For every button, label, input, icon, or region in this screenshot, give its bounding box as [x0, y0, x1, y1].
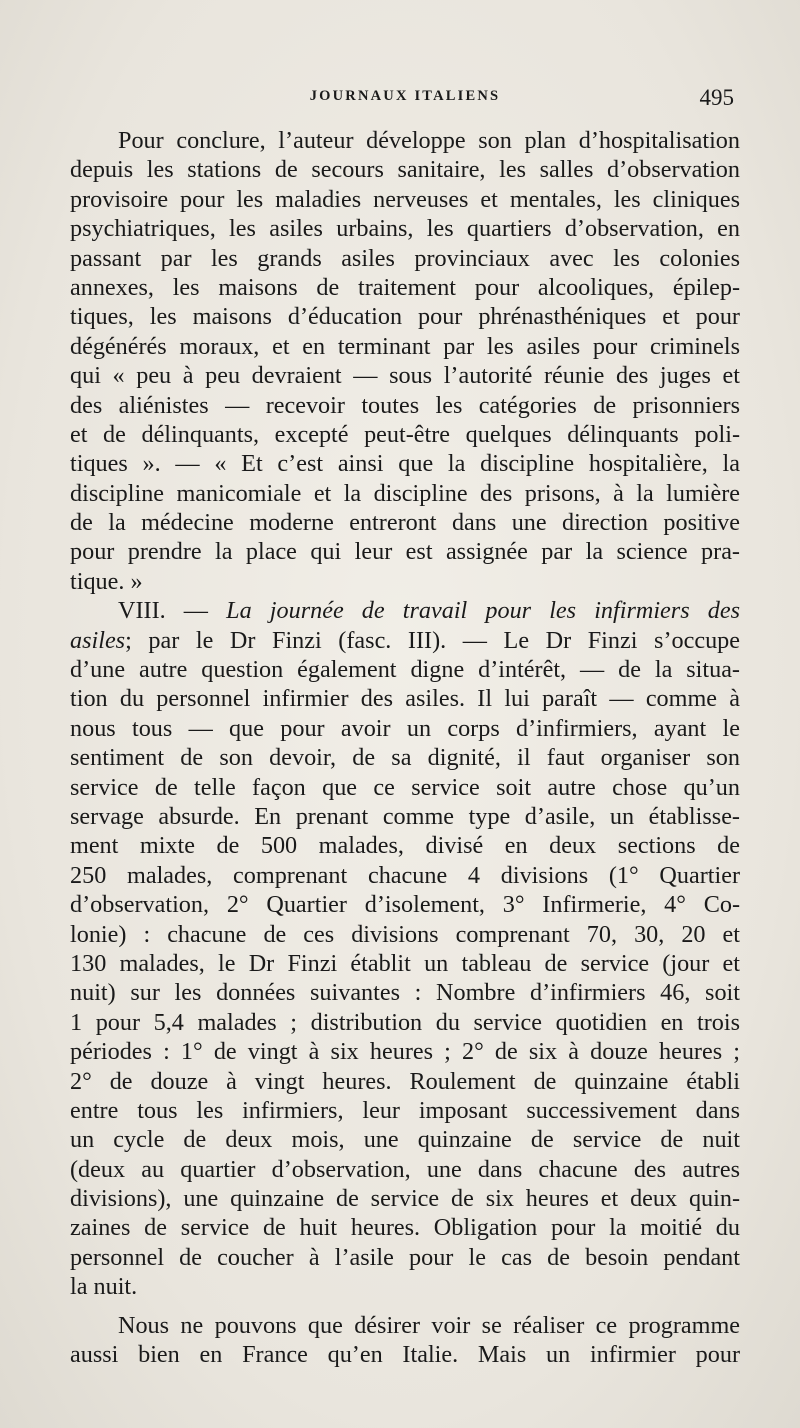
text-line: pour prendre la place qui leur est assignée par la science pra- [70, 538, 740, 566]
text-line: personnel de coucher à l’asile pour le cas de besoin pendant [70, 1243, 740, 1271]
section-viii [70, 596, 740, 1301]
text-line: aussi bien en France qu’en Italie. Mais un infirmier pour [70, 1341, 740, 1369]
running-title: JOURNAUX ITALIENS [309, 88, 501, 104]
text-line: (deux au quartier d’observation, une dans chacune des autres [70, 1155, 740, 1183]
text-line: sentiment de son devoir, de sa dignité, il faut organiser son [70, 744, 740, 772]
text-line: d’observation, 2° Quartier d’isolement, 3° Infirmerie, 4° Co- [70, 891, 740, 919]
text-line: un cycle de deux mois, une quinzaine de service de nuit [70, 1126, 740, 1154]
text-line: discipline manicomiale et la discipline des prisons, à la lumière [70, 479, 740, 507]
text-line: provisoire pour les maladies nerveuses et mentales, les cliniques [70, 185, 740, 213]
text-line: et de délinquants, excepté peut-être quelques délinquants poli- [70, 420, 740, 448]
text-line: dégénérés moraux, et en terminant par les asiles pour criminels [70, 332, 740, 360]
text-line: de la médecine moderne entreront dans une direction positive [70, 509, 740, 537]
section-title: La journée de travail pour les infirmiers des [226, 597, 740, 625]
text-line: d’une autre question également digne d’intérêt, — de la situa- [70, 656, 740, 684]
text-line: Pour conclure, l’auteur développe son plan d’hospitalisation [118, 127, 740, 154]
text-line: tiques ». — « Et c’est ainsi que la discipline hospitalière, la [70, 450, 740, 478]
section-numeral: VIII. — [118, 597, 227, 625]
text-line: tique. » [70, 567, 143, 595]
text-line: zaines de service de huit heures. Obligation pour la moitié du [70, 1214, 740, 1242]
text-line: tion du personnel infirmier des asiles. Il lui paraît — comme à [70, 685, 740, 713]
text-line: 1 pour 5,4 malades ; distribution du service quotidien en trois [70, 1008, 740, 1036]
paragraph-closing [70, 1311, 740, 1370]
section-title-continued: asiles [70, 626, 126, 654]
text-line: Nous ne pouvons que désirer voir se réaliser ce programme [118, 1311, 740, 1339]
text-line: ment mixte de 500 malades, divisé en deux sections de [70, 832, 740, 860]
page-number: 495 [699, 85, 734, 110]
body-text [70, 126, 740, 1369]
text-line: périodes : 1° de vingt à six heures ; 2° de six à douze heures ; [70, 1038, 740, 1066]
text-line: nuit) sur les données suivantes : Nombre d’infirmiers 46, soit [70, 979, 740, 1007]
section-heading-line-2 [70, 626, 740, 655]
section-heading-line [70, 596, 740, 625]
section-viii-body [70, 655, 740, 1302]
text-line: annexes, les maisons de traitement pour alcooliques, épilep- [70, 273, 740, 301]
text-line: depuis les stations de secours sanitaire, les salles d’observation [70, 156, 740, 184]
running-head [70, 85, 740, 112]
text-line: qui « peu à peu devraient — sous l’autorité réunie des juges et [70, 362, 740, 390]
text-line: la nuit. [70, 1273, 138, 1301]
text-line: des aliénistes — recevoir toutes les catégories de prisonniers [70, 391, 740, 419]
text-line: nous tous — que pour avoir un corps d’infirmiers, ayant le [70, 714, 740, 742]
text-line: passant par les grands asiles provinciaux avec les colonies [70, 244, 740, 272]
paragraph-conclusion [70, 126, 740, 596]
text-line: divisions), une quinzaine de service de six heures et deux quin- [70, 1185, 740, 1213]
text-line: 2° de douze à vingt heures. Roulement de quinzaine établi [70, 1067, 740, 1095]
text-line: entre tous les infirmiers, leur imposant successivement dans [70, 1096, 740, 1124]
text-line: lonie) : chacune de ces divisions comprenant 70, 30, 20 et [70, 920, 740, 948]
text-line: servage absurde. En prenant comme type d’asile, un établisse- [70, 802, 740, 830]
paragraph-gap [70, 1302, 740, 1311]
text-line: psychiatriques, les asiles urbains, les quartiers d’observation, en [70, 215, 740, 243]
text-line: service de telle façon que ce service soit autre chose qu’un [70, 773, 740, 801]
text-line: tiques, les maisons d’éducation pour phrénasthéniques et pour [70, 303, 740, 331]
text-line: 130 malades, le Dr Finzi établit un tableau de service (jour et [70, 949, 740, 977]
section-citation: ; par le Dr Finzi (fasc. III). — Le Dr Finzi s’occupe [125, 626, 740, 654]
text-line: 250 malades, comprenant chacune 4 divisions (1° Quartier [70, 861, 740, 889]
